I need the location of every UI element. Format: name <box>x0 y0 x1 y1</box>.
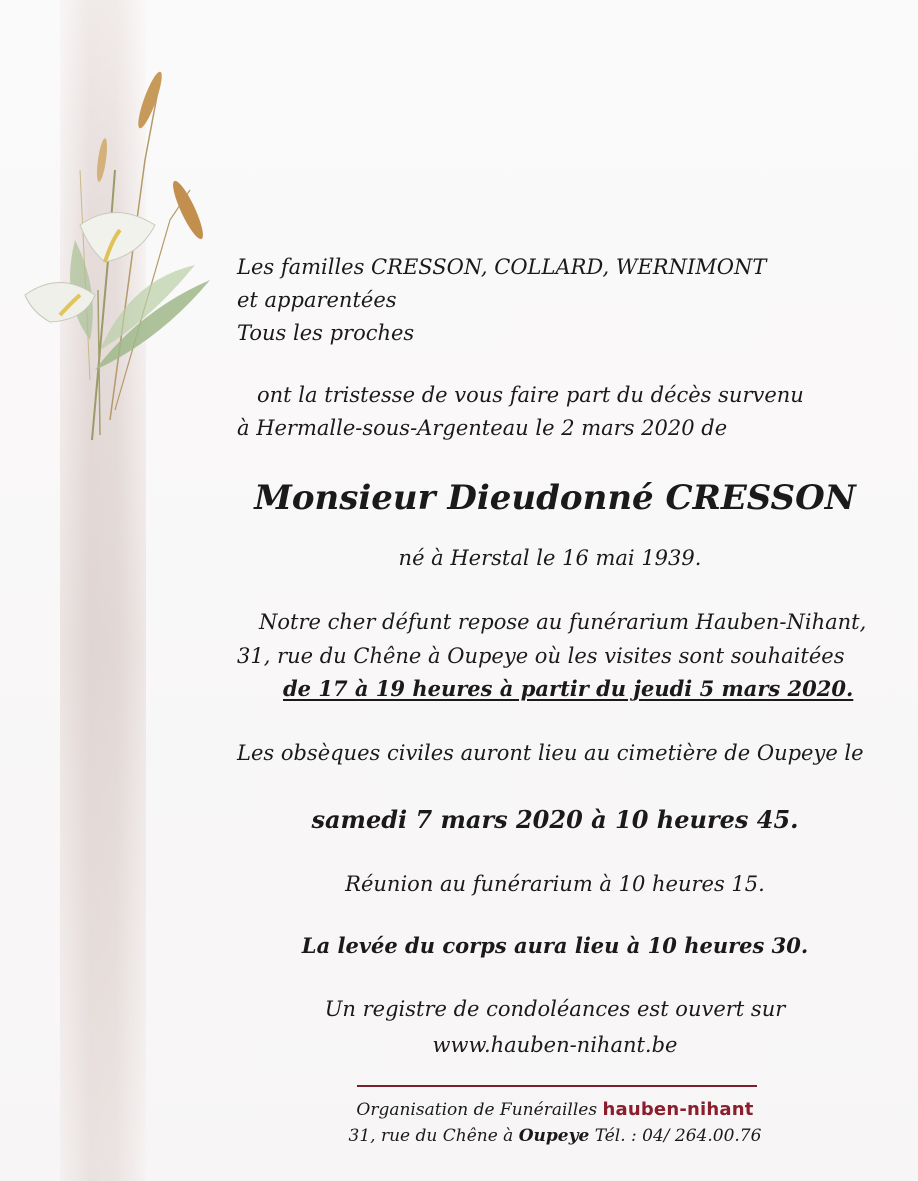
footer-org-prefix: Organisation de Funérailles <box>356 1100 598 1120</box>
announcement-line-1: ont la tristesse de vous faire part du décès survenu <box>257 383 804 407</box>
close-ones-line: Tous les proches <box>237 321 415 345</box>
related-line: et apparentées <box>237 288 397 312</box>
calla-lily-wheat-bouquet-icon <box>20 40 240 460</box>
funeral-date: samedi 7 mars 2020 à 10 heures 45. <box>311 805 799 834</box>
departure-line: La levée du corps aura lieu à 10 heures 30. <box>301 933 809 958</box>
footer-town: Oupeye <box>518 1126 590 1146</box>
footer-divider <box>357 1085 757 1087</box>
footer-organisation <box>330 1098 780 1122</box>
viewing-line-1: Notre cher défunt repose au funérarium Hauben-Nihant, <box>259 610 867 634</box>
footer-address <box>330 1124 780 1148</box>
birth-line: né à Herstal le 16 mai 1939. <box>398 546 702 570</box>
footer-phone: Tél. : 04/ 264.00.76 <box>594 1126 762 1146</box>
viewing-hours: de 17 à 19 heures à partir du jeudi 5 mars 2020. <box>283 676 854 701</box>
funeral-intro: Les obsèques civiles auront lieu au cimetière de Oupeye le <box>237 741 864 765</box>
brand-logo: hauben-nihant <box>602 1099 754 1120</box>
footer-address-prefix: 31, rue du Chêne à <box>348 1126 514 1146</box>
condolences-line: Un registre de condoléances est ouvert sur <box>324 997 786 1021</box>
deceased-name: Monsieur Dieudonné CRESSON <box>254 478 856 518</box>
viewing-line-2: 31, rue du Chêne à Oupeye où les visites sont souhaitées <box>237 644 845 668</box>
meeting-line: Réunion au funérarium à 10 heures 15. <box>345 872 765 896</box>
condolences-url[interactable]: www.hauben-nihant.be <box>432 1033 678 1057</box>
announcement-line-2: à Hermalle-sous-Argenteau le 2 mars 2020 de <box>237 416 728 440</box>
families-line: Les familles CRESSON, COLLARD, WERNIMONT <box>237 255 767 279</box>
